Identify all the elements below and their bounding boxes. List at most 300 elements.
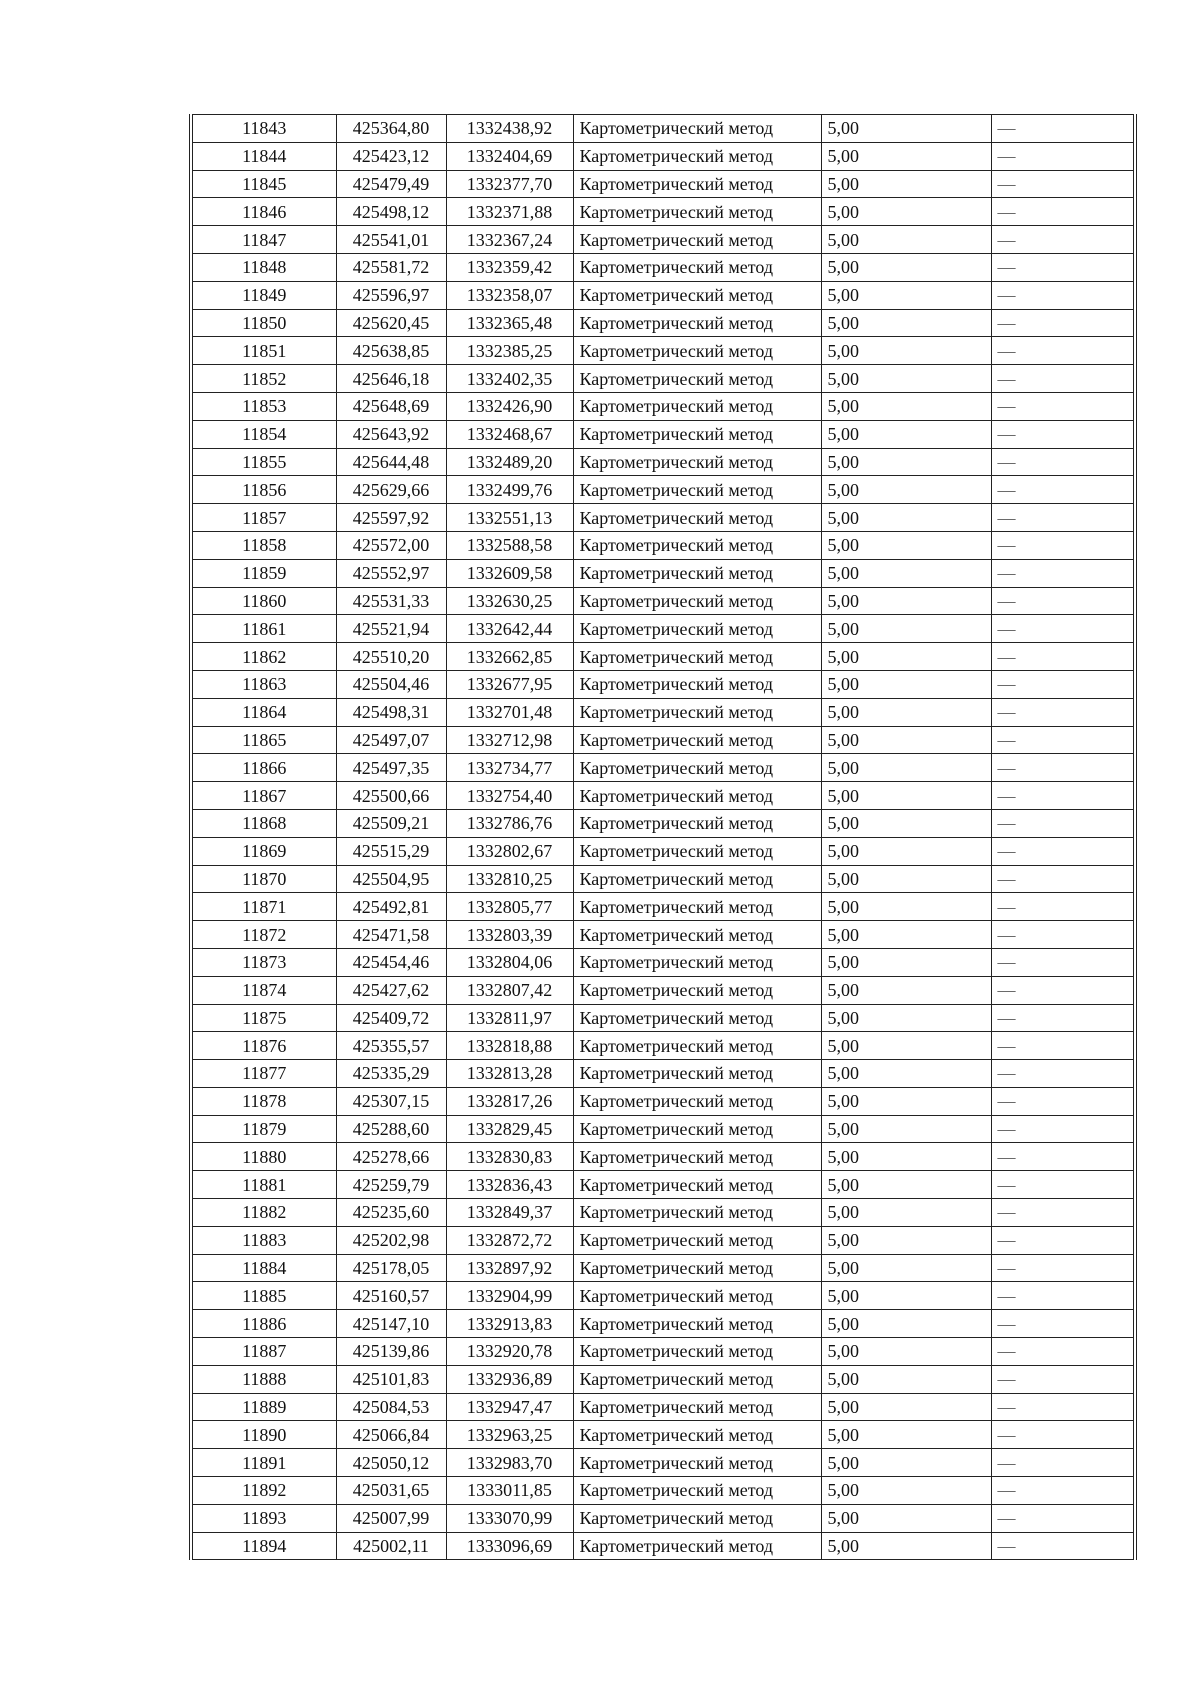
table-row — [191, 698, 1135, 726]
method-cell: Картометрический метод — [573, 1004, 821, 1032]
point-number-cell: 11876 — [191, 1032, 336, 1060]
note-cell: — — [991, 809, 1135, 837]
table-row — [191, 1143, 1135, 1171]
method-cell: Картометрический метод — [573, 309, 821, 337]
y-coordinate-cell: 1332811,97 — [446, 1004, 573, 1032]
x-coordinate-cell: 425572,00 — [336, 531, 446, 559]
point-number-cell: 11843 — [191, 115, 336, 143]
x-coordinate-cell: 425638,85 — [336, 337, 446, 365]
accuracy-cell: 5,00 — [821, 1226, 991, 1254]
y-coordinate-cell: 1332829,45 — [446, 1115, 573, 1143]
accuracy-cell: 5,00 — [821, 559, 991, 587]
y-coordinate-cell: 1332830,83 — [446, 1143, 573, 1171]
note-cell: — — [991, 1338, 1135, 1366]
accuracy-cell: 5,00 — [821, 921, 991, 949]
method-cell: Картометрический метод — [573, 504, 821, 532]
accuracy-cell: 5,00 — [821, 392, 991, 420]
accuracy-cell: 5,00 — [821, 948, 991, 976]
note-cell: — — [991, 865, 1135, 893]
y-coordinate-cell: 1332499,76 — [446, 476, 573, 504]
point-number-cell: 11893 — [191, 1504, 336, 1532]
accuracy-cell: 5,00 — [821, 976, 991, 1004]
method-cell: Картометрический метод — [573, 921, 821, 949]
y-coordinate-cell: 1332817,26 — [446, 1087, 573, 1115]
y-coordinate-cell: 1332936,89 — [446, 1365, 573, 1393]
method-cell: Картометрический метод — [573, 1282, 821, 1310]
y-coordinate-cell: 1332804,06 — [446, 948, 573, 976]
table-row — [191, 448, 1135, 476]
method-cell: Картометрический метод — [573, 337, 821, 365]
method-cell: Картометрический метод — [573, 587, 821, 615]
table-row — [191, 226, 1135, 254]
table-row — [191, 1115, 1135, 1143]
y-coordinate-cell: 1332367,24 — [446, 226, 573, 254]
point-number-cell: 11882 — [191, 1199, 336, 1227]
accuracy-cell: 5,00 — [821, 309, 991, 337]
x-coordinate-cell: 425002,11 — [336, 1532, 446, 1560]
accuracy-cell: 5,00 — [821, 670, 991, 698]
x-coordinate-cell: 425646,18 — [336, 365, 446, 393]
note-cell: — — [991, 1060, 1135, 1088]
method-cell: Картометрический метод — [573, 476, 821, 504]
accuracy-cell: 5,00 — [821, 1199, 991, 1227]
coordinates-table-body — [191, 115, 1135, 1560]
x-coordinate-cell: 425479,49 — [336, 170, 446, 198]
x-coordinate-cell: 425497,07 — [336, 726, 446, 754]
table-row — [191, 1365, 1135, 1393]
accuracy-cell: 5,00 — [821, 1310, 991, 1338]
accuracy-cell: 5,00 — [821, 170, 991, 198]
table-row — [191, 865, 1135, 893]
point-number-cell: 11888 — [191, 1365, 336, 1393]
point-number-cell: 11861 — [191, 615, 336, 643]
table-row — [191, 531, 1135, 559]
y-coordinate-cell: 1332983,70 — [446, 1449, 573, 1477]
note-cell: — — [991, 643, 1135, 671]
accuracy-cell: 5,00 — [821, 1282, 991, 1310]
method-cell: Картометрический метод — [573, 809, 821, 837]
x-coordinate-cell: 425620,45 — [336, 309, 446, 337]
method-cell: Картометрический метод — [573, 893, 821, 921]
note-cell: — — [991, 1143, 1135, 1171]
method-cell: Картометрический метод — [573, 1393, 821, 1421]
y-coordinate-cell: 1333011,85 — [446, 1477, 573, 1505]
method-cell: Картометрический метод — [573, 1504, 821, 1532]
x-coordinate-cell: 425160,57 — [336, 1282, 446, 1310]
note-cell: — — [991, 1032, 1135, 1060]
note-cell: — — [991, 365, 1135, 393]
accuracy-cell: 5,00 — [821, 1254, 991, 1282]
y-coordinate-cell: 1332662,85 — [446, 643, 573, 671]
point-number-cell: 11847 — [191, 226, 336, 254]
point-number-cell: 11858 — [191, 531, 336, 559]
point-number-cell: 11872 — [191, 921, 336, 949]
y-coordinate-cell: 1332805,77 — [446, 893, 573, 921]
x-coordinate-cell: 425498,12 — [336, 198, 446, 226]
accuracy-cell: 5,00 — [821, 1004, 991, 1032]
accuracy-cell: 5,00 — [821, 365, 991, 393]
y-coordinate-cell: 1332359,42 — [446, 253, 573, 281]
point-number-cell: 11854 — [191, 420, 336, 448]
accuracy-cell: 5,00 — [821, 198, 991, 226]
method-cell: Картометрический метод — [573, 365, 821, 393]
method-cell: Картометрический метод — [573, 1310, 821, 1338]
note-cell: — — [991, 1477, 1135, 1505]
note-cell: — — [991, 1004, 1135, 1032]
table-row — [191, 670, 1135, 698]
y-coordinate-cell: 1332813,28 — [446, 1060, 573, 1088]
accuracy-cell: 5,00 — [821, 837, 991, 865]
x-coordinate-cell: 425259,79 — [336, 1171, 446, 1199]
note-cell: — — [991, 615, 1135, 643]
method-cell: Картометрический метод — [573, 253, 821, 281]
point-number-cell: 11865 — [191, 726, 336, 754]
point-number-cell: 11856 — [191, 476, 336, 504]
note-cell: — — [991, 670, 1135, 698]
note-cell: — — [991, 1254, 1135, 1282]
table-row — [191, 1477, 1135, 1505]
y-coordinate-cell: 1332402,35 — [446, 365, 573, 393]
note-cell: — — [991, 504, 1135, 532]
x-coordinate-cell: 425278,66 — [336, 1143, 446, 1171]
y-coordinate-cell: 1332385,25 — [446, 337, 573, 365]
x-coordinate-cell: 425644,48 — [336, 448, 446, 476]
x-coordinate-cell: 425101,83 — [336, 1365, 446, 1393]
method-cell: Картометрический метод — [573, 1199, 821, 1227]
x-coordinate-cell: 425515,29 — [336, 837, 446, 865]
note-cell: — — [991, 726, 1135, 754]
method-cell: Картометрический метод — [573, 837, 821, 865]
x-coordinate-cell: 425500,66 — [336, 782, 446, 810]
note-cell: — — [991, 948, 1135, 976]
y-coordinate-cell: 1332849,37 — [446, 1199, 573, 1227]
point-number-cell: 11848 — [191, 253, 336, 281]
table-row — [191, 1032, 1135, 1060]
table-row — [191, 948, 1135, 976]
x-coordinate-cell: 425423,12 — [336, 142, 446, 170]
x-coordinate-cell: 425147,10 — [336, 1310, 446, 1338]
note-cell: — — [991, 893, 1135, 921]
note-cell: — — [991, 226, 1135, 254]
point-number-cell: 11860 — [191, 587, 336, 615]
point-number-cell: 11845 — [191, 170, 336, 198]
y-coordinate-cell: 1332609,58 — [446, 559, 573, 587]
point-number-cell: 11846 — [191, 198, 336, 226]
accuracy-cell: 5,00 — [821, 1171, 991, 1199]
x-coordinate-cell: 425510,20 — [336, 643, 446, 671]
accuracy-cell: 5,00 — [821, 448, 991, 476]
point-number-cell: 11874 — [191, 976, 336, 1004]
point-number-cell: 11868 — [191, 809, 336, 837]
point-number-cell: 11892 — [191, 1477, 336, 1505]
accuracy-cell: 5,00 — [821, 1449, 991, 1477]
accuracy-cell: 5,00 — [821, 1504, 991, 1532]
note-cell: — — [991, 476, 1135, 504]
method-cell: Картометрический метод — [573, 198, 821, 226]
x-coordinate-cell: 425066,84 — [336, 1421, 446, 1449]
note-cell: — — [991, 1532, 1135, 1560]
method-cell: Картометрический метод — [573, 1421, 821, 1449]
table-row — [191, 1282, 1135, 1310]
table-row — [191, 170, 1135, 198]
accuracy-cell: 5,00 — [821, 782, 991, 810]
x-coordinate-cell: 425497,35 — [336, 754, 446, 782]
note-cell: — — [991, 1393, 1135, 1421]
accuracy-cell: 5,00 — [821, 1087, 991, 1115]
method-cell: Картометрический метод — [573, 782, 821, 810]
point-number-cell: 11873 — [191, 948, 336, 976]
method-cell: Картометрический метод — [573, 420, 821, 448]
accuracy-cell: 5,00 — [821, 226, 991, 254]
table-row — [191, 1087, 1135, 1115]
note-cell: — — [991, 1087, 1135, 1115]
accuracy-cell: 5,00 — [821, 142, 991, 170]
method-cell: Картометрический метод — [573, 643, 821, 671]
accuracy-cell: 5,00 — [821, 726, 991, 754]
x-coordinate-cell: 425007,99 — [336, 1504, 446, 1532]
point-number-cell: 11859 — [191, 559, 336, 587]
point-number-cell: 11869 — [191, 837, 336, 865]
point-number-cell: 11855 — [191, 448, 336, 476]
x-coordinate-cell: 425084,53 — [336, 1393, 446, 1421]
accuracy-cell: 5,00 — [821, 1115, 991, 1143]
table-row — [191, 309, 1135, 337]
table-row — [191, 365, 1135, 393]
method-cell: Картометрический метод — [573, 865, 821, 893]
y-coordinate-cell: 1332468,67 — [446, 420, 573, 448]
table-row — [191, 1449, 1135, 1477]
y-coordinate-cell: 1332802,67 — [446, 837, 573, 865]
y-coordinate-cell: 1332920,78 — [446, 1338, 573, 1366]
method-cell: Картометрический метод — [573, 1087, 821, 1115]
x-coordinate-cell: 425521,94 — [336, 615, 446, 643]
accuracy-cell: 5,00 — [821, 1143, 991, 1171]
note-cell: — — [991, 1421, 1135, 1449]
x-coordinate-cell: 425541,01 — [336, 226, 446, 254]
y-coordinate-cell: 1332426,90 — [446, 392, 573, 420]
table-row — [191, 253, 1135, 281]
accuracy-cell: 5,00 — [821, 1032, 991, 1060]
x-coordinate-cell: 425335,29 — [336, 1060, 446, 1088]
accuracy-cell: 5,00 — [821, 1477, 991, 1505]
y-coordinate-cell: 1333096,69 — [446, 1532, 573, 1560]
x-coordinate-cell: 425596,97 — [336, 281, 446, 309]
method-cell: Картометрический метод — [573, 226, 821, 254]
y-coordinate-cell: 1332404,69 — [446, 142, 573, 170]
accuracy-cell: 5,00 — [821, 115, 991, 143]
table-row — [191, 587, 1135, 615]
point-number-cell: 11866 — [191, 754, 336, 782]
y-coordinate-cell: 1332913,83 — [446, 1310, 573, 1338]
table-row — [191, 1004, 1135, 1032]
x-coordinate-cell: 425643,92 — [336, 420, 446, 448]
accuracy-cell: 5,00 — [821, 865, 991, 893]
y-coordinate-cell: 1332712,98 — [446, 726, 573, 754]
note-cell: — — [991, 309, 1135, 337]
method-cell: Картометрический метод — [573, 1338, 821, 1366]
accuracy-cell: 5,00 — [821, 1060, 991, 1088]
point-number-cell: 11871 — [191, 893, 336, 921]
table-row — [191, 476, 1135, 504]
table-row — [191, 615, 1135, 643]
table-row — [191, 1393, 1135, 1421]
x-coordinate-cell: 425288,60 — [336, 1115, 446, 1143]
method-cell: Картометрический метод — [573, 115, 821, 143]
point-number-cell: 11853 — [191, 392, 336, 420]
note-cell: — — [991, 837, 1135, 865]
y-coordinate-cell: 1332947,47 — [446, 1393, 573, 1421]
y-coordinate-cell: 1332489,20 — [446, 448, 573, 476]
method-cell: Картометрический метод — [573, 976, 821, 1004]
table-row — [191, 1226, 1135, 1254]
note-cell: — — [991, 1226, 1135, 1254]
table-row — [191, 1199, 1135, 1227]
method-cell: Картометрический метод — [573, 1060, 821, 1088]
x-coordinate-cell: 425648,69 — [336, 392, 446, 420]
accuracy-cell: 5,00 — [821, 754, 991, 782]
method-cell: Картометрический метод — [573, 1449, 821, 1477]
note-cell: — — [991, 1504, 1135, 1532]
table-row — [191, 420, 1135, 448]
method-cell: Картометрический метод — [573, 1226, 821, 1254]
x-coordinate-cell: 425235,60 — [336, 1199, 446, 1227]
point-number-cell: 11887 — [191, 1338, 336, 1366]
point-number-cell: 11867 — [191, 782, 336, 810]
method-cell: Картометрический метод — [573, 559, 821, 587]
point-number-cell: 11894 — [191, 1532, 336, 1560]
accuracy-cell: 5,00 — [821, 337, 991, 365]
x-coordinate-cell: 425629,66 — [336, 476, 446, 504]
table-row — [191, 198, 1135, 226]
x-coordinate-cell: 425492,81 — [336, 893, 446, 921]
method-cell: Картометрический метод — [573, 1032, 821, 1060]
x-coordinate-cell: 425509,21 — [336, 809, 446, 837]
point-number-cell: 11857 — [191, 504, 336, 532]
accuracy-cell: 5,00 — [821, 615, 991, 643]
x-coordinate-cell: 425139,86 — [336, 1338, 446, 1366]
note-cell: — — [991, 142, 1135, 170]
method-cell: Картометрический метод — [573, 142, 821, 170]
point-number-cell: 11889 — [191, 1393, 336, 1421]
x-coordinate-cell: 425581,72 — [336, 253, 446, 281]
x-coordinate-cell: 425050,12 — [336, 1449, 446, 1477]
coordinates-table — [189, 114, 1137, 1560]
note-cell: — — [991, 115, 1135, 143]
method-cell: Картометрический метод — [573, 698, 821, 726]
note-cell: — — [991, 392, 1135, 420]
method-cell: Картометрический метод — [573, 754, 821, 782]
accuracy-cell: 5,00 — [821, 698, 991, 726]
y-coordinate-cell: 1332588,58 — [446, 531, 573, 559]
table-row — [191, 1310, 1135, 1338]
method-cell: Картометрический метод — [573, 281, 821, 309]
table-row — [191, 1060, 1135, 1088]
table-row — [191, 1171, 1135, 1199]
point-number-cell: 11881 — [191, 1171, 336, 1199]
x-coordinate-cell: 425307,15 — [336, 1087, 446, 1115]
table-row — [191, 782, 1135, 810]
note-cell: — — [991, 754, 1135, 782]
table-row — [191, 504, 1135, 532]
method-cell: Картометрический метод — [573, 1254, 821, 1282]
accuracy-cell: 5,00 — [821, 1338, 991, 1366]
point-number-cell: 11890 — [191, 1421, 336, 1449]
table-row — [191, 726, 1135, 754]
method-cell: Картометрический метод — [573, 670, 821, 698]
point-number-cell: 11870 — [191, 865, 336, 893]
point-number-cell: 11844 — [191, 142, 336, 170]
x-coordinate-cell: 425552,97 — [336, 559, 446, 587]
y-coordinate-cell: 1332642,44 — [446, 615, 573, 643]
y-coordinate-cell: 1332734,77 — [446, 754, 573, 782]
point-number-cell: 11875 — [191, 1004, 336, 1032]
point-number-cell: 11879 — [191, 1115, 336, 1143]
y-coordinate-cell: 1332810,25 — [446, 865, 573, 893]
y-coordinate-cell: 1332754,40 — [446, 782, 573, 810]
y-coordinate-cell: 1332630,25 — [446, 587, 573, 615]
y-coordinate-cell: 1332836,43 — [446, 1171, 573, 1199]
point-number-cell: 11862 — [191, 643, 336, 671]
y-coordinate-cell: 1332551,13 — [446, 504, 573, 532]
note-cell: — — [991, 1199, 1135, 1227]
table-row — [191, 921, 1135, 949]
table-row — [191, 392, 1135, 420]
point-number-cell: 11850 — [191, 309, 336, 337]
table-row — [191, 1338, 1135, 1366]
note-cell: — — [991, 253, 1135, 281]
point-number-cell: 11885 — [191, 1282, 336, 1310]
table-row — [191, 1254, 1135, 1282]
note-cell: — — [991, 420, 1135, 448]
x-coordinate-cell: 425364,80 — [336, 115, 446, 143]
point-number-cell: 11851 — [191, 337, 336, 365]
y-coordinate-cell: 1332701,48 — [446, 698, 573, 726]
table-row — [191, 837, 1135, 865]
accuracy-cell: 5,00 — [821, 1365, 991, 1393]
x-coordinate-cell: 425471,58 — [336, 921, 446, 949]
table-row — [191, 142, 1135, 170]
note-cell: — — [991, 1365, 1135, 1393]
x-coordinate-cell: 425597,92 — [336, 504, 446, 532]
accuracy-cell: 5,00 — [821, 1393, 991, 1421]
y-coordinate-cell: 1332803,39 — [446, 921, 573, 949]
method-cell: Картометрический метод — [573, 1171, 821, 1199]
point-number-cell: 11849 — [191, 281, 336, 309]
x-coordinate-cell: 425178,05 — [336, 1254, 446, 1282]
y-coordinate-cell: 1332677,95 — [446, 670, 573, 698]
accuracy-cell: 5,00 — [821, 504, 991, 532]
x-coordinate-cell: 425504,46 — [336, 670, 446, 698]
table-row — [191, 893, 1135, 921]
point-number-cell: 11880 — [191, 1143, 336, 1171]
x-coordinate-cell: 425454,46 — [336, 948, 446, 976]
point-number-cell: 11886 — [191, 1310, 336, 1338]
point-number-cell: 11864 — [191, 698, 336, 726]
accuracy-cell: 5,00 — [821, 643, 991, 671]
table-row — [191, 643, 1135, 671]
y-coordinate-cell: 1333070,99 — [446, 1504, 573, 1532]
y-coordinate-cell: 1332818,88 — [446, 1032, 573, 1060]
y-coordinate-cell: 1332365,48 — [446, 309, 573, 337]
note-cell: — — [991, 281, 1135, 309]
x-coordinate-cell: 425531,33 — [336, 587, 446, 615]
method-cell: Картометрический метод — [573, 1477, 821, 1505]
y-coordinate-cell: 1332897,92 — [446, 1254, 573, 1282]
y-coordinate-cell: 1332786,76 — [446, 809, 573, 837]
table-row — [191, 976, 1135, 1004]
accuracy-cell: 5,00 — [821, 1532, 991, 1560]
note-cell: — — [991, 976, 1135, 1004]
